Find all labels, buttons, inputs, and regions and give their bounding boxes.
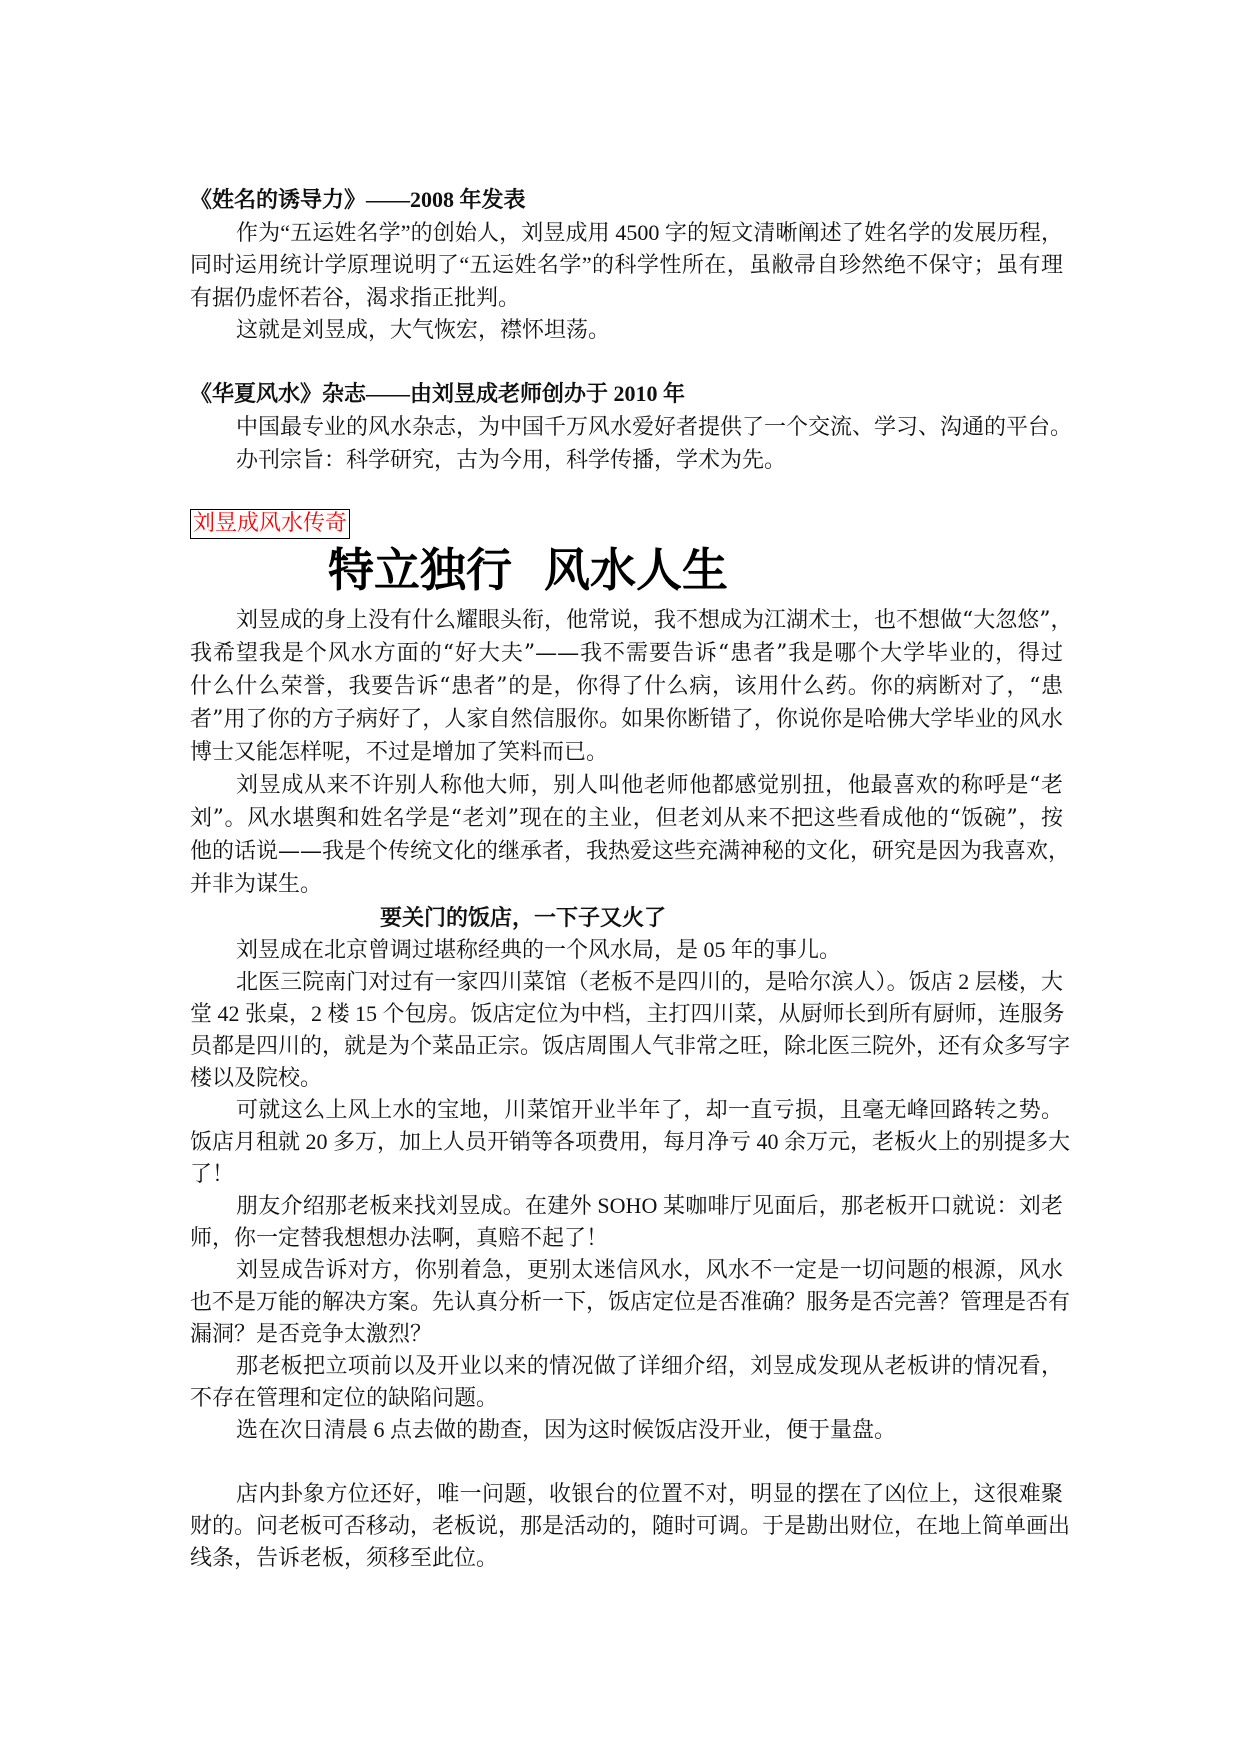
text-line: 师，你一定替我想想办法啊，真赔不起了！ [190, 1225, 609, 1250]
subheading [190, 901, 1063, 934]
text-line: 《华夏风水》杂志——由刘昱成老师创办于 2010 年 [190, 381, 686, 406]
paragraph [190, 1414, 1063, 1446]
text-line: 刘昱成从来不许别人称他大师，别人叫他老师他都感觉别扭，他最喜欢的称呼是“老 [236, 773, 1063, 798]
text-line: 堂 42 张桌，2 楼 15 个包房。饭店定位为中档，主打四川菜，从厨师长到所有厨师，连服务 [190, 1001, 1065, 1026]
section-heading [190, 377, 1063, 410]
text-line: 同时运用统计学原理说明了“五运姓名学”的科学性所在，虽敝帚自珍然绝不保守；虽有理 [190, 252, 1063, 277]
paragraph [190, 1190, 1063, 1254]
paragraph [190, 1094, 1071, 1190]
text-line: 刘”。风水堪舆和姓名学是“老刘”现在的主业，但老刘从来不把这些看成他的“饭碗”，按 [190, 806, 1063, 831]
text-line: 这就是刘昱成，大气恢宏，襟怀坦荡。 [236, 317, 611, 342]
text-line: 了！ [190, 1161, 235, 1186]
text-line: 那老板把立项前以及开业以来的情况做了详细介绍，刘昱成发现从老板讲的情况看， [236, 1353, 1063, 1378]
text-line: 有据仍虚怀若谷，渴求指正批判。 [190, 284, 521, 310]
paragraph [190, 1478, 1071, 1574]
paragraph [190, 217, 1063, 315]
text-line: 朋友介绍那老板来找刘昱成。在建外 SOHO 某咖啡厅见面后，那老板开口就说：刘老 [236, 1193, 1063, 1218]
paragraph [190, 314, 1063, 347]
section-magazine [190, 377, 1073, 476]
text-line: 饭店月租就 20 多万，加上人员开销等各项费用，每月净亏 40 余万元，老板火上的别提多大 [190, 1129, 1071, 1154]
section-heading [190, 184, 1063, 217]
paragraph [190, 1254, 1071, 1350]
paragraph [190, 934, 1063, 966]
text-line: 店内卦象方位还好，唯一问题，收银台的位置不对，明显的摆在了凶位上，这很难聚 [236, 1481, 1063, 1506]
paragraph [190, 410, 1073, 443]
text-line: 刘昱成的身上没有什么耀眼头衔，他常说，我不想成为江湖术士，也不想做“大忽悠”， [236, 608, 1073, 633]
section-restaurant-story [190, 934, 1071, 1574]
text-line: 办刊宗旨：科学研究，古为今用，科学传播，学术为先。 [236, 447, 787, 472]
text-line: 线条，告诉老板，须移至此位。 [190, 1545, 499, 1570]
paragraph [190, 604, 1073, 769]
text-line: 什么什么荣誉，我要告诉“患者”的是，你得了什么病，该用什么药。你的病断对了，“患 [190, 674, 1063, 699]
text-line: 员都是四川的，就是为个菜品正宗。饭店周围人气非常之旺，除北医三院外，还有众多写字 [190, 1033, 1071, 1058]
text-line: 刘昱成在北京曾调过堪称经典的一个风水局，是 05 年的事儿。 [236, 937, 842, 962]
text-line: 楼以及院校。 [190, 1065, 323, 1090]
text-line: 我希望我是个风水方面的“好大夫”——我不需要告诉“患者”我是哪个大学毕业的，得过 [190, 641, 1063, 666]
text-line: 财的。问老板可否移动，老板说，那是活动的，随时可调。于是勘出财位，在地上简单画出 [190, 1513, 1071, 1538]
paragraph [190, 769, 1071, 901]
text-line: 《姓名的诱导力》——2008 年发表 [190, 187, 526, 212]
story-title: 特立独行 风水人生 [328, 543, 729, 597]
paragraph [190, 443, 1063, 476]
story-tag: 刘昱成风水传奇 [190, 509, 350, 539]
section-name-article [190, 184, 1063, 347]
paragraph [190, 1350, 1063, 1414]
text-line: 博士又能怎样呢，不过是增加了笑料而已。 [190, 740, 609, 765]
text-line: 可就这么上风上水的宝地，川菜馆开业半年了，却一直亏损，且毫无峰回路转之势。 [236, 1097, 1063, 1122]
text-line: 并非为谋生。 [190, 872, 323, 897]
paragraph [190, 966, 1071, 1094]
text-line: 选在次日清晨 6 点去做的勘查，因为这时候饭店没开业，便于量盘。 [236, 1417, 897, 1442]
blank-line [190, 1446, 1063, 1478]
section-story-intro [190, 604, 1073, 934]
text-line: 北医三院南门对过有一家四川菜馆（老板不是四川的，是哈尔滨人）。饭店 2 层楼，大 [236, 969, 1063, 994]
text-line: 不存在管理和定位的缺陷问题。 [190, 1385, 499, 1410]
text-line: 要关门的饭店，一下子又火了 [380, 905, 667, 930]
text-line: 刘昱成告诉对方，你别着急，更别太迷信风水，风水不一定是一切问题的根源，风水 [236, 1257, 1063, 1282]
text-line: 漏洞？是否竞争太激烈？ [190, 1321, 433, 1346]
text-line: 作为“五运姓名学”的创始人，刘昱成用 4500 字的短文清晰阐述了姓名学的发展历程， [236, 219, 1063, 245]
text-line: 者”用了你的方子病好了，人家自然信服你。如果你断错了，你说你是哈佛大学毕业的风水 [190, 707, 1063, 732]
text-line: 他的话说——我是个传统文化的继承者，我热爱这些充满神秘的文化，研究是因为我喜欢， [190, 839, 1071, 864]
text-line: 中国最专业的风水杂志，为中国千万风水爱好者提供了一个交流、学习、沟通的平台。 [236, 414, 1073, 439]
text-line: 也不是万能的解决方案。先认真分析一下，饭店定位是否准确？服务是否完善？管理是否有 [190, 1289, 1071, 1314]
